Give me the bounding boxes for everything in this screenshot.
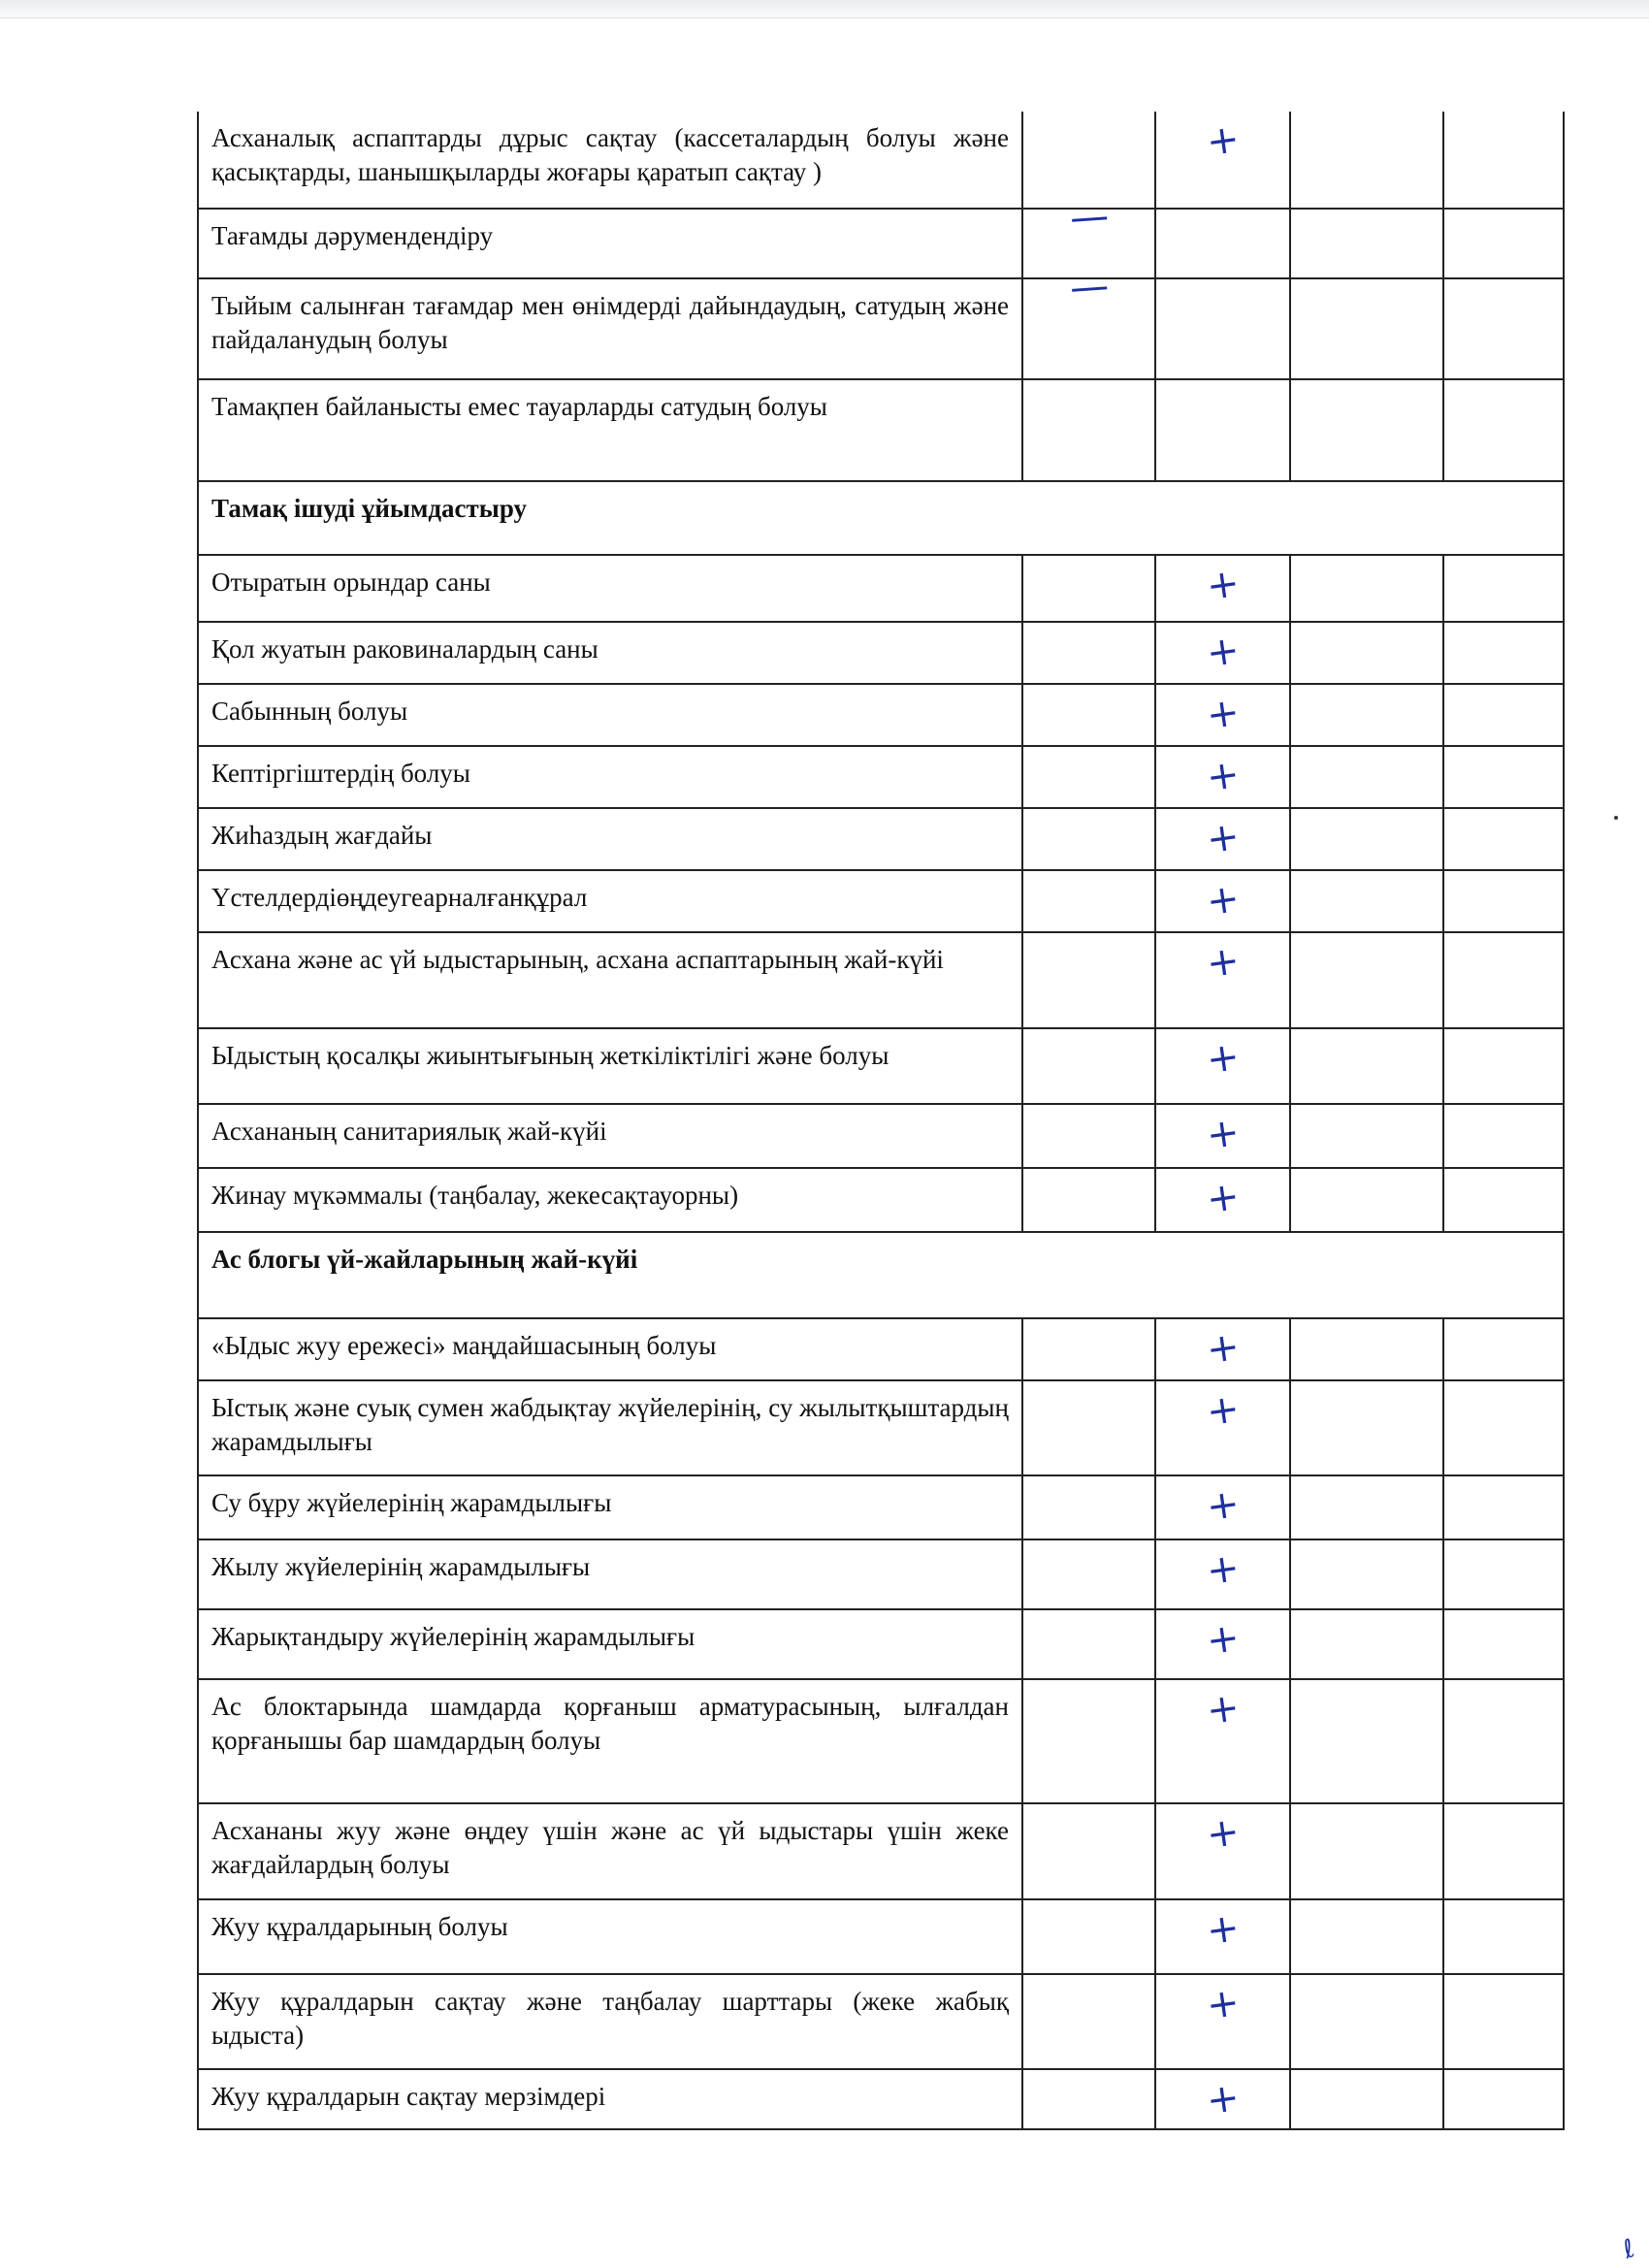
mark-cell — [1155, 684, 1290, 746]
mark-cell — [1155, 209, 1290, 278]
handwritten-plus-mark: + — [1203, 751, 1243, 801]
mark-cell — [1155, 1899, 1290, 1974]
checklist-row — [198, 555, 1564, 622]
requirement-text: Жуу құралдарын сақтау және таңбалау шарттары (жеке жабық ыдыста) — [198, 1974, 1022, 2069]
mark-cell — [1443, 684, 1564, 746]
mark-cell — [1443, 746, 1564, 808]
checklist-row — [198, 1539, 1564, 1609]
mark-cell — [1022, 1899, 1155, 1974]
mark-cell — [1290, 1475, 1443, 1539]
requirement-text: Тағамды дәрумендендіру — [198, 209, 1022, 278]
mark-cell — [1022, 1539, 1155, 1609]
checklist-row — [198, 1380, 1564, 1475]
mark-cell — [1443, 870, 1564, 932]
requirement-text: Жуу құралдарын сақтау мерзімдері — [198, 2069, 1022, 2129]
handwritten-plus-mark: + — [1203, 1904, 1243, 1955]
mark-cell — [1443, 1028, 1564, 1104]
checklist-row — [198, 1803, 1564, 1899]
mark-cell — [1155, 1803, 1290, 1899]
mark-cell — [1290, 1899, 1443, 1974]
mark-cell — [1155, 2069, 1290, 2129]
handwritten-plus-mark: + — [1203, 1109, 1243, 1159]
mark-cell — [1443, 1475, 1564, 1539]
handwritten-initial-mark: ℓ — [1619, 2234, 1639, 2265]
handwritten-plus-mark: + — [1203, 875, 1243, 925]
handwritten-plus-mark: + — [1203, 813, 1243, 863]
mark-cell — [1155, 1475, 1290, 1539]
checklist-row — [198, 278, 1564, 379]
margin-dot — [1614, 816, 1618, 820]
mark-cell — [1022, 808, 1155, 870]
checklist-row — [198, 684, 1564, 746]
mark-cell — [1443, 379, 1564, 481]
mark-cell — [1290, 1028, 1443, 1104]
mark-cell — [1290, 1609, 1443, 1679]
mark-cell — [1443, 2069, 1564, 2129]
mark-cell — [1155, 1028, 1290, 1104]
inspection-checklist-table — [197, 112, 1565, 2130]
mark-cell — [1155, 555, 1290, 622]
mark-cell — [1022, 263, 1155, 379]
handwritten-plus-mark: + — [1203, 1614, 1243, 1665]
mark-cell — [1155, 379, 1290, 481]
mark-cell — [1443, 112, 1564, 209]
checklist-row — [198, 870, 1564, 932]
mark-cell — [1290, 112, 1443, 209]
mark-cell — [1022, 1679, 1155, 1803]
requirement-text: Жарықтандыру жүйелерінің жарамдылығы — [198, 1609, 1022, 1679]
mark-cell — [1443, 209, 1564, 278]
mark-cell — [1443, 1104, 1564, 1168]
checklist-row — [198, 1475, 1564, 1539]
requirement-text: Асхананы жуу және өңдеу үшін және ас үй ыдыстары үшін жеке жағдайлардың болуы — [198, 1803, 1022, 1899]
mark-cell — [1022, 1028, 1155, 1104]
mark-cell — [1155, 1609, 1290, 1679]
checklist-row — [198, 1168, 1564, 1232]
checklist-row — [198, 1609, 1564, 1679]
handwritten-plus-mark: + — [1203, 689, 1243, 739]
mark-cell — [1443, 278, 1564, 379]
mark-cell — [1443, 1803, 1564, 1899]
handwritten-plus-mark: + — [1203, 1385, 1243, 1436]
mark-cell — [1443, 1679, 1564, 1803]
mark-cell — [1290, 209, 1443, 278]
handwritten-plus-mark: + — [1203, 1808, 1243, 1859]
requirement-text: Асхананың санитариялық жай-күйі — [198, 1104, 1022, 1168]
mark-cell — [1022, 684, 1155, 746]
mark-cell — [1155, 622, 1290, 684]
mark-cell — [1290, 870, 1443, 932]
mark-cell — [1290, 622, 1443, 684]
checklist-rows — [198, 112, 1564, 2129]
mark-cell — [1290, 379, 1443, 481]
mark-cell — [1443, 932, 1564, 1028]
handwritten-plus-mark: + — [1203, 1979, 1243, 2029]
section-header-row — [198, 1232, 1564, 1318]
mark-cell — [1443, 1318, 1564, 1380]
checklist-row — [198, 746, 1564, 808]
handwritten-plus-mark: + — [1203, 1033, 1243, 1084]
handwritten-dash-mark: — — [1067, 193, 1111, 242]
mark-cell — [1155, 1104, 1290, 1168]
mark-cell — [1022, 1803, 1155, 1899]
checklist-row — [198, 1899, 1564, 1974]
mark-cell — [1443, 1974, 1564, 2069]
handwritten-plus-mark: + — [1203, 1544, 1243, 1595]
mark-cell — [1022, 1318, 1155, 1380]
handwritten-plus-mark: + — [1203, 937, 1243, 988]
handwritten-plus-mark: + — [1203, 2074, 1243, 2124]
checklist-row — [198, 2069, 1564, 2129]
mark-cell — [1022, 1380, 1155, 1475]
checklist-row — [198, 379, 1564, 481]
mark-cell — [1022, 1104, 1155, 1168]
requirement-text: Асхана және ас үй ыдыстарының, асхана аспаптарының жай-күйі — [198, 932, 1022, 1028]
mark-cell — [1022, 746, 1155, 808]
mark-cell — [1290, 932, 1443, 1028]
requirement-text: Жуу құралдарының болуы — [198, 1899, 1022, 1974]
handwritten-plus-mark: + — [1203, 1173, 1243, 1223]
mark-cell — [1290, 1168, 1443, 1232]
mark-cell — [1443, 808, 1564, 870]
requirement-text: Тыйым салынған тағамдар мен өнімдерді дайындаудың, сатудың және пайдаланудың болуы — [198, 278, 1022, 379]
mark-cell — [1155, 746, 1290, 808]
mark-cell — [1022, 555, 1155, 622]
requirement-text: Су бұру жүйелерінің жарамдылығы — [198, 1475, 1022, 1539]
checklist-row — [198, 808, 1564, 870]
requirement-text: Жылу жүйелерінің жарамдылығы — [198, 1539, 1022, 1609]
checklist-row — [198, 932, 1564, 1028]
mark-cell — [1290, 278, 1443, 379]
requirement-text: Кептіргіштердің болуы — [198, 746, 1022, 808]
requirement-text: Ас блоктарында шамдарда қорғаныш арматурасының, ылғалдан қорғанышы бар шамдардың болуы — [198, 1679, 1022, 1803]
handwritten-plus-mark: + — [1203, 627, 1243, 677]
mark-cell — [1443, 1380, 1564, 1475]
mark-cell — [1022, 622, 1155, 684]
mark-cell — [1290, 2069, 1443, 2129]
mark-cell — [1443, 1899, 1564, 1974]
mark-cell — [1290, 746, 1443, 808]
mark-cell — [1155, 808, 1290, 870]
handwritten-plus-mark: + — [1203, 1480, 1243, 1531]
mark-cell — [1155, 1974, 1290, 2069]
checklist-row — [198, 622, 1564, 684]
checklist-row — [198, 1318, 1564, 1380]
checklist-row — [198, 1974, 1564, 2069]
requirement-text: Ыдыстың қосалқы жиынтығының жеткіліктілігі және болуы — [198, 1028, 1022, 1104]
mark-cell — [1155, 932, 1290, 1028]
requirement-text: Үстелдердіөңдеугеарналғанқұрал — [198, 870, 1022, 932]
checklist-row — [198, 112, 1564, 209]
handwritten-plus-mark: + — [1203, 115, 1243, 166]
mark-cell — [1155, 1539, 1290, 1609]
section-title: Тамақ ішуді ұйымдастыру — [198, 481, 1564, 555]
mark-cell — [1443, 1539, 1564, 1609]
mark-cell — [1290, 1318, 1443, 1380]
mark-cell — [1155, 1168, 1290, 1232]
handwritten-plus-mark: + — [1203, 1684, 1243, 1734]
mark-cell — [1022, 1609, 1155, 1679]
section-header-row — [198, 481, 1564, 555]
checklist-row — [198, 1104, 1564, 1168]
mark-cell — [1022, 1168, 1155, 1232]
mark-cell — [1022, 870, 1155, 932]
mark-cell — [1022, 1475, 1155, 1539]
mark-cell — [1443, 555, 1564, 622]
requirement-text: Қол жуатын раковиналардың саны — [198, 622, 1022, 684]
mark-cell — [1290, 1104, 1443, 1168]
handwritten-plus-mark: + — [1203, 560, 1243, 610]
mark-cell — [1443, 1609, 1564, 1679]
checklist-row — [198, 1679, 1564, 1803]
handwritten-plus-mark: + — [1203, 1323, 1243, 1374]
mark-cell — [1290, 1679, 1443, 1803]
checklist-row — [198, 1028, 1564, 1104]
mark-cell — [1290, 1974, 1443, 2069]
requirement-text: Сабынның болуы — [198, 684, 1022, 746]
requirement-text: Отыратын орындар саны — [198, 555, 1022, 622]
mark-cell — [1290, 1539, 1443, 1609]
mark-cell — [1155, 1318, 1290, 1380]
mark-cell — [1155, 278, 1290, 379]
mark-cell — [1022, 1974, 1155, 2069]
mark-cell — [1022, 379, 1155, 481]
mark-cell — [1443, 622, 1564, 684]
mark-cell — [1155, 1380, 1290, 1475]
mark-cell — [1290, 808, 1443, 870]
requirement-text: «Ыдыс жуу ережесі» маңдайшасының болуы — [198, 1318, 1022, 1380]
mark-cell — [1290, 1803, 1443, 1899]
mark-cell — [1022, 932, 1155, 1028]
mark-cell — [1290, 1380, 1443, 1475]
handwritten-dash-mark: — — [1067, 263, 1111, 311]
section-title: Ас блогы үй-жайларының жай-күйі — [198, 1232, 1564, 1318]
requirement-text: Жиһаздың жағдайы — [198, 808, 1022, 870]
mark-cell — [1290, 555, 1443, 622]
mark-cell — [1155, 1679, 1290, 1803]
requirement-text: Тамақпен байланысты емес тауарларды сатудың болуы — [198, 379, 1022, 481]
checklist-row — [198, 209, 1564, 278]
requirement-text: Ыстық және суық сумен жабдықтау жүйелерінің, су жылытқыштардың жарамдылығы — [198, 1380, 1022, 1475]
mark-cell — [1443, 1168, 1564, 1232]
inspection-checklist-page — [197, 112, 1563, 2130]
mark-cell — [1022, 2069, 1155, 2129]
mark-cell — [1155, 112, 1290, 209]
requirement-text: Асханалық аспаптарды дұрыс сақтау (кассеталардың болуы және қасықтарды, шанышқыларды жоғары қаратып сақтау ) — [198, 112, 1022, 209]
scan-top-edge — [0, 0, 1649, 18]
requirement-text: Жинау мүкәммалы (таңбалау, жекесақтауорны) — [198, 1168, 1022, 1232]
mark-cell — [1155, 870, 1290, 932]
mark-cell — [1290, 684, 1443, 746]
